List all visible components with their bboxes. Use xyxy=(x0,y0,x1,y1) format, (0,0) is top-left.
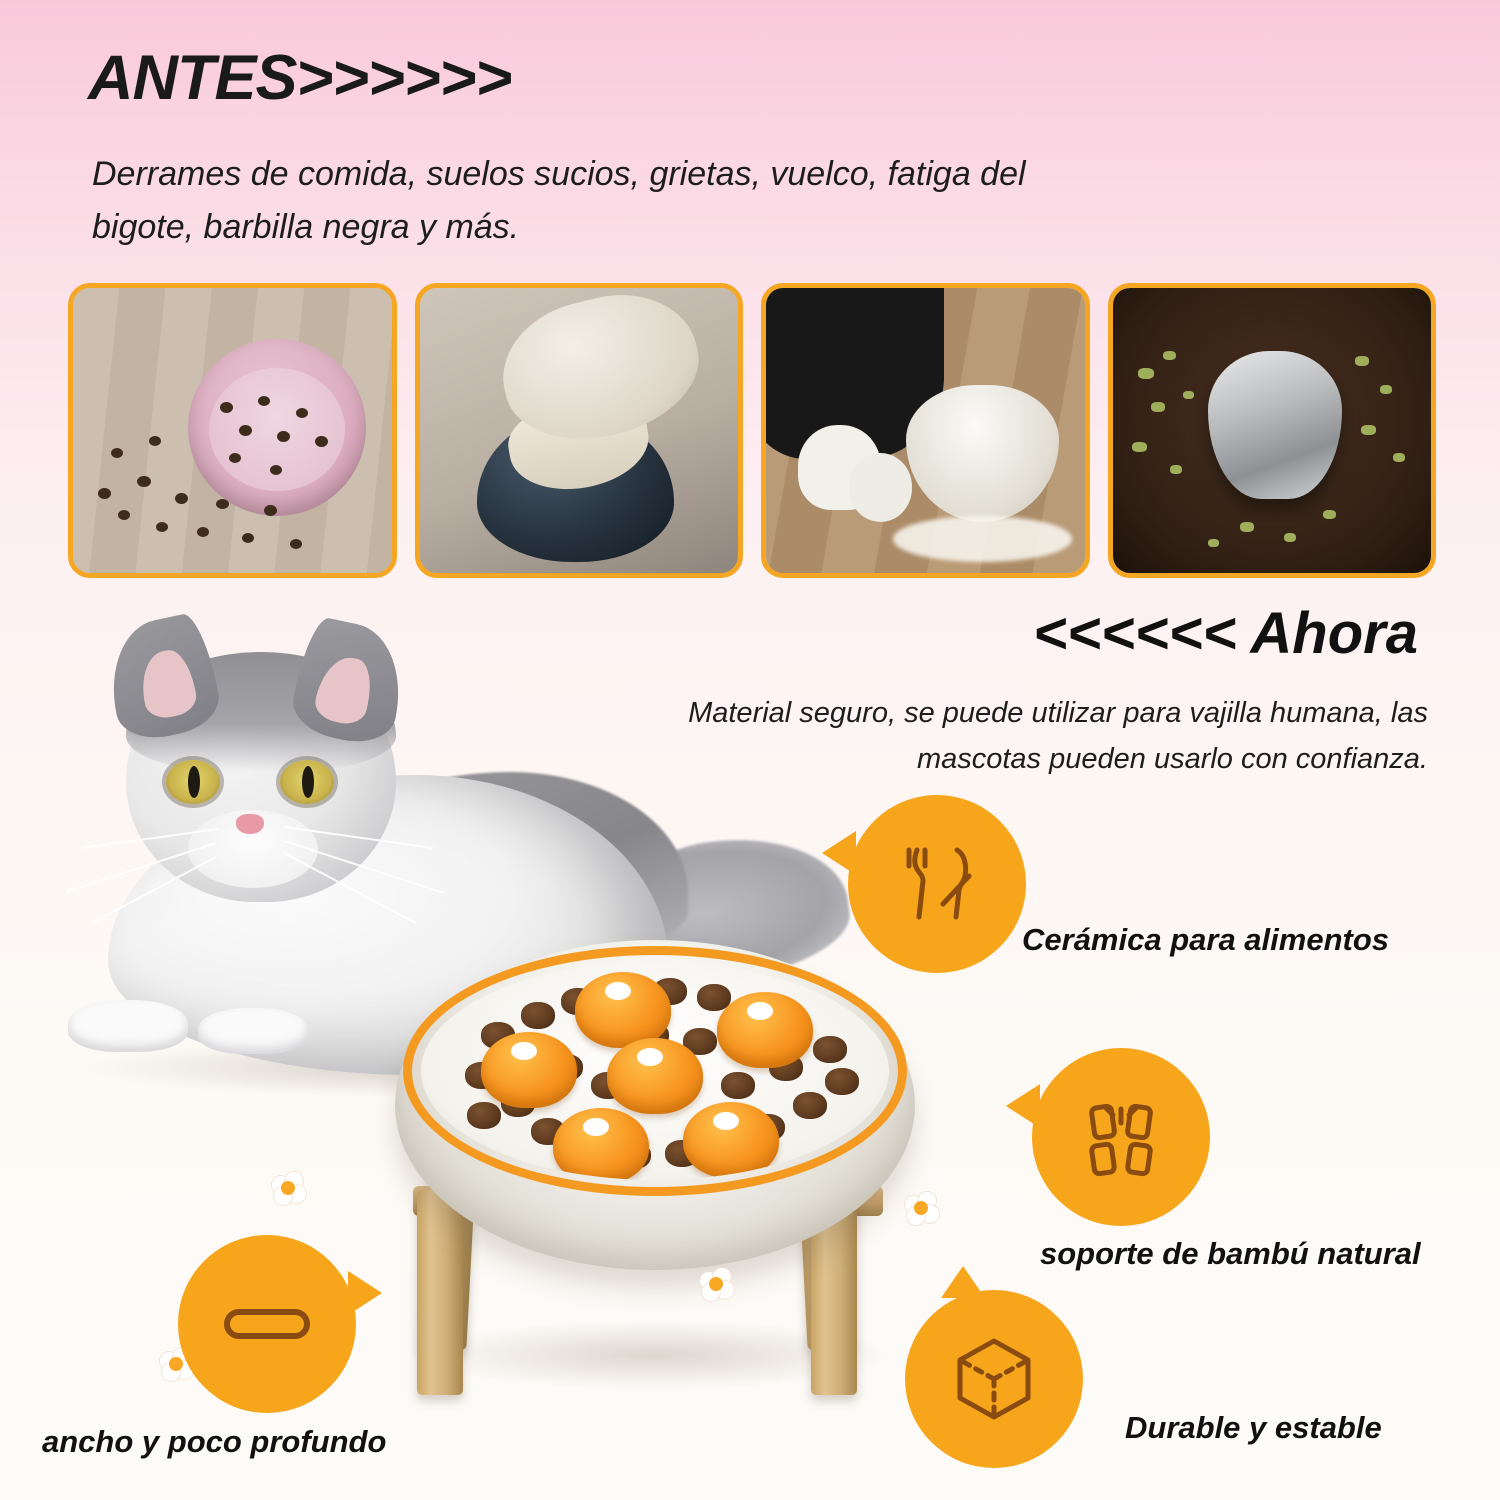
callout-durable-stable xyxy=(905,1290,1083,1468)
decor-flower xyxy=(905,1192,939,1226)
photo-cat-paw-pushing-bowl xyxy=(761,283,1090,578)
feature-label-bamboo-stand: soporte de bambú natural xyxy=(1040,1236,1421,1271)
now-heading: <<<<<< Ahora xyxy=(1033,601,1418,666)
callout-bamboo-stand xyxy=(1032,1048,1210,1226)
before-photo-strip xyxy=(68,283,1436,578)
elevated-ceramic-pet-bowl xyxy=(395,940,915,1410)
callout-wide-shallow xyxy=(178,1235,356,1413)
decor-flower xyxy=(272,1172,306,1206)
shallow-dish-icon xyxy=(219,1294,315,1354)
fork-knife-icon xyxy=(891,838,983,930)
bamboo-icon xyxy=(1073,1089,1169,1185)
feature-label-durable-stable: Durable y estable xyxy=(1125,1410,1382,1445)
bamboo-leg-front-left xyxy=(417,1190,463,1395)
before-subtitle: Derrames de comida, suelos sucios, grietas, vuelco, fatiga del bigote, barbilla negra y más. xyxy=(92,155,1026,246)
cat-eye-left xyxy=(166,760,220,804)
cube-icon xyxy=(946,1331,1042,1427)
callout-food-grade-ceramic xyxy=(848,795,1026,973)
now-subtitle: Material seguro, se puede utilizar para vajilla humana, las mascotas pueden usarlo con confianza. xyxy=(688,697,1428,776)
photo-spilled-kibble-pink-bowl xyxy=(68,283,397,578)
photo-steel-bowl-dirty-floor xyxy=(1108,283,1437,578)
cat-nose xyxy=(236,814,264,834)
before-heading: ANTES>>>>>> xyxy=(88,43,512,113)
photo-tipping-ceramic-bowl xyxy=(415,283,744,578)
bowl-orange-rim xyxy=(403,946,907,1196)
feature-label-wide-shallow: ancho y poco profundo xyxy=(42,1424,387,1459)
decor-flower xyxy=(700,1268,734,1302)
feature-label-food-grade-ceramic: Cerámica para alimentos xyxy=(1022,922,1390,957)
cat-eye-right xyxy=(280,760,334,804)
ceramic-bowl xyxy=(395,940,915,1270)
